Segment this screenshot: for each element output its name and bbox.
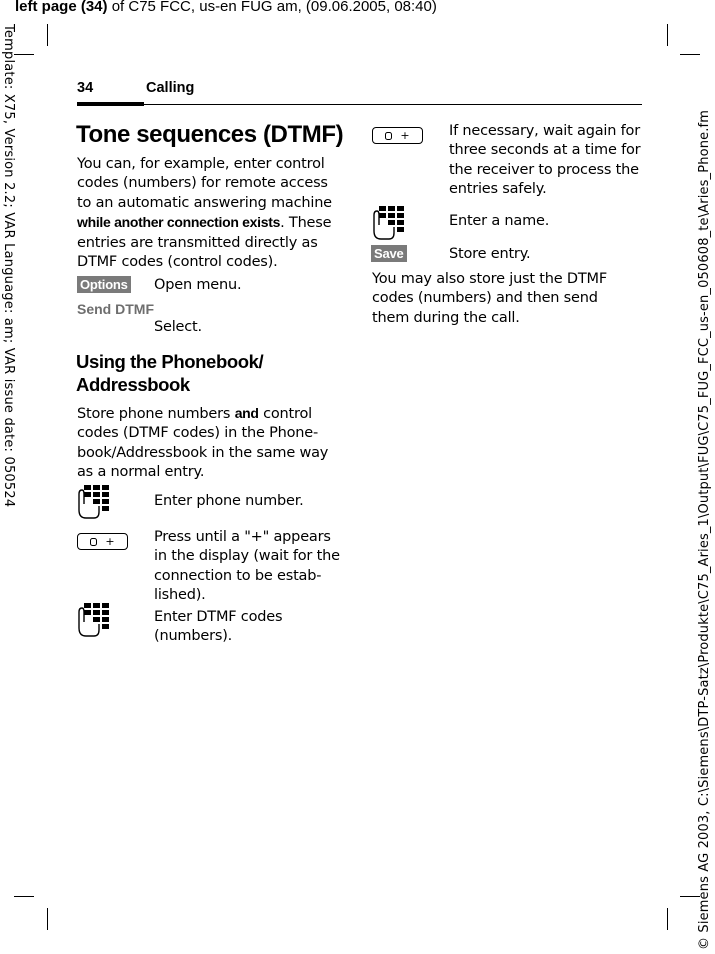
crop-mark <box>667 908 668 930</box>
subsection-title: Using the Phonebook/ Addressbook <box>76 351 264 395</box>
step-text: Open menu. <box>154 277 242 293</box>
save-softkey[interactable]: Save <box>371 245 407 262</box>
side-text-right: © Siemens AG 2003, C:\Siemens\DTP-Satz\Produkte\C75_Aries_1\Output\FUG\C75_FUG_FCC_us-en_050608_te\Aries_Phone.fm <box>697 109 712 950</box>
step-text: If necessary, wait again for three seconds at a time for the receiver to process the entries safely. <box>449 123 641 198</box>
crop-mark <box>680 54 700 55</box>
keypad-icon <box>76 602 110 638</box>
phonebook-paragraph: Store phone numbers and control codes (DTMF codes) in the Phone-book/Addressbook in the same way as a normal entry. <box>77 405 329 481</box>
note-paragraph: You may also store just the DTMF codes (numbers) and then send them during the call. <box>372 271 607 326</box>
zero-plus-key-icon: + <box>372 127 423 144</box>
crop-mark <box>47 908 48 930</box>
header-tab <box>77 102 144 106</box>
header-rule <box>77 104 642 105</box>
step-text: Enter phone number. <box>154 493 304 509</box>
crop-mark <box>47 24 48 46</box>
crop-mark <box>667 24 668 46</box>
step-text: Enter DTMF codes (numbers). <box>154 609 283 645</box>
crop-info-line <box>15 0 437 16</box>
crop-mark <box>14 896 34 897</box>
section-title: Calling <box>146 80 195 96</box>
step-text: Press until a "+" appears in the display (wait for the connection to be estab-lished). <box>154 529 340 604</box>
page-number: 34 <box>77 80 94 96</box>
intro-paragraph: You can, for example, enter control codes (numbers) for remote access to an automatic answering machine while another connection exists. These entries are transmitted directly as DTMF codes (control codes). <box>77 156 332 271</box>
send-dtmf-menu-item[interactable]: Send DTMF <box>77 301 154 317</box>
step-text: Enter a name. <box>449 213 550 229</box>
zero-plus-key-icon: + <box>77 533 128 550</box>
step-text: Store entry. <box>449 246 531 262</box>
step-text: Select. <box>154 319 202 335</box>
crop-info-bold: left page (34) <box>15 0 108 15</box>
page-title: Tone sequences (DTMF) <box>76 121 344 148</box>
crop-mark <box>14 54 34 55</box>
side-text-left: Template: X75, Version 2.2; VAR Language: am; VAR issue date: 050524 <box>1 24 16 508</box>
keypad-icon <box>76 484 110 520</box>
crop-info-rest: of C75 FCC, us-en FUG am, (09.06.2005, 08:40) <box>107 0 437 15</box>
keypad-icon <box>371 205 405 241</box>
options-softkey[interactable]: Options <box>77 276 131 293</box>
